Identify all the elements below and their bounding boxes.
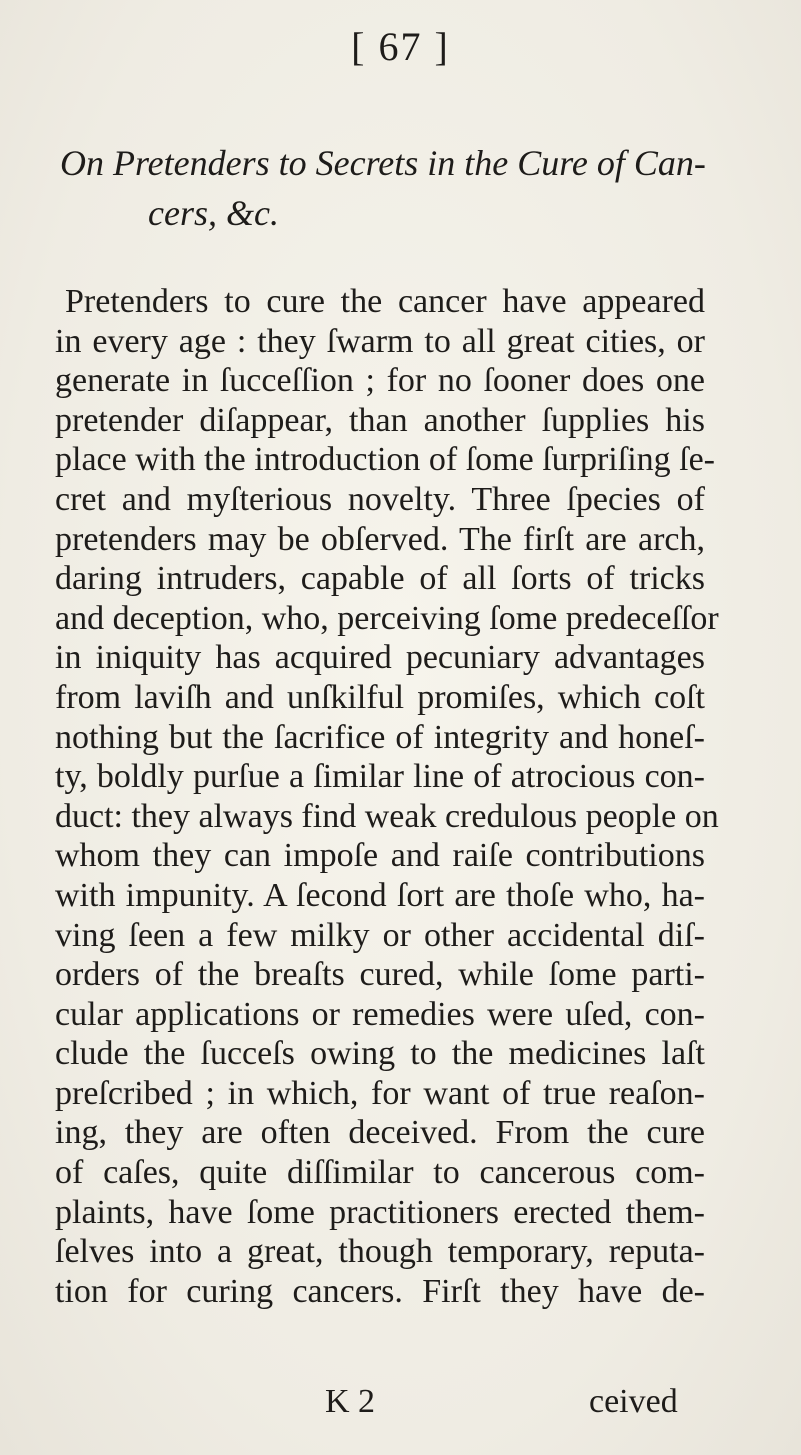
text-line: nothing but the ſacrifice of integrity and honeſ- [55, 718, 705, 756]
heading-line: cers, &c. [148, 193, 279, 233]
text-line: orders of the breaſts cured, while ſome parti- [55, 956, 705, 994]
signature-mark: K 2 [325, 1383, 376, 1420]
text-line: ving ſeen a few milky or other accidental diſ- [55, 916, 705, 954]
page-footer [0, 1382, 801, 1422]
text-line: duct: they always find weak credulous people on [55, 797, 719, 835]
body-paragraph [55, 282, 719, 1311]
text-line: pretenders may be obſerved. The firſt are arch, [55, 520, 705, 558]
text-line: daring intruders, capable of all ſorts of tricks [55, 560, 705, 598]
text-line: from laviſh and unſkilful promiſes, which coſt [55, 678, 705, 716]
text-line: clude the ſucceſs owing to the medicines laſt [55, 1035, 705, 1073]
text-line: with impunity. A ſecond ſort are thoſe who, ha- [55, 876, 705, 914]
heading-line: On Pretenders to Secrets in the Cure of Can- [60, 143, 706, 183]
text-line: generate in ſucceſſion ; for no ſooner does one [55, 362, 705, 400]
text-line: whom they can impoſe and raiſe contributions [55, 837, 705, 875]
text-line: cular applications or remedies were uſed, con- [55, 995, 705, 1033]
text-line: in every age : they ſwarm to all great cities, or [55, 322, 705, 360]
text-line: cret and myſterious novelty. Three ſpecies of [55, 480, 705, 518]
text-line: Pretenders to cure the cancer have appeared [65, 283, 705, 320]
text-line: place with the introduction of ſome ſurpriſing ſe- [55, 441, 715, 479]
text-line: tion for curing cancers. Firſt they have de- [55, 1272, 705, 1310]
chapter-heading [60, 138, 750, 238]
text-line: preſcribed ; in which, for want of true reaſon- [55, 1074, 705, 1112]
text-line: of caſes, quite diſſimilar to cancerous com- [55, 1154, 705, 1192]
text-line: plaints, have ſome practitioners erected them- [55, 1193, 705, 1231]
text-line: ty, boldly purſue a ſimilar line of atrocious con- [55, 758, 705, 796]
text-line: pretender diſappear, than another ſupplies his [55, 401, 705, 439]
catchword: ceived [589, 1383, 678, 1420]
text-line: ing, they are often deceived. From the cure [55, 1114, 705, 1152]
text-line: ſelves into a great, though temporary, reputa- [55, 1233, 705, 1271]
text-line: and deception, who, perceiving ſome predeceſſor [55, 599, 719, 637]
text-line: in iniquity has acquired pecuniary advantages [55, 639, 705, 677]
page-number: [ 67 ] [351, 24, 450, 69]
